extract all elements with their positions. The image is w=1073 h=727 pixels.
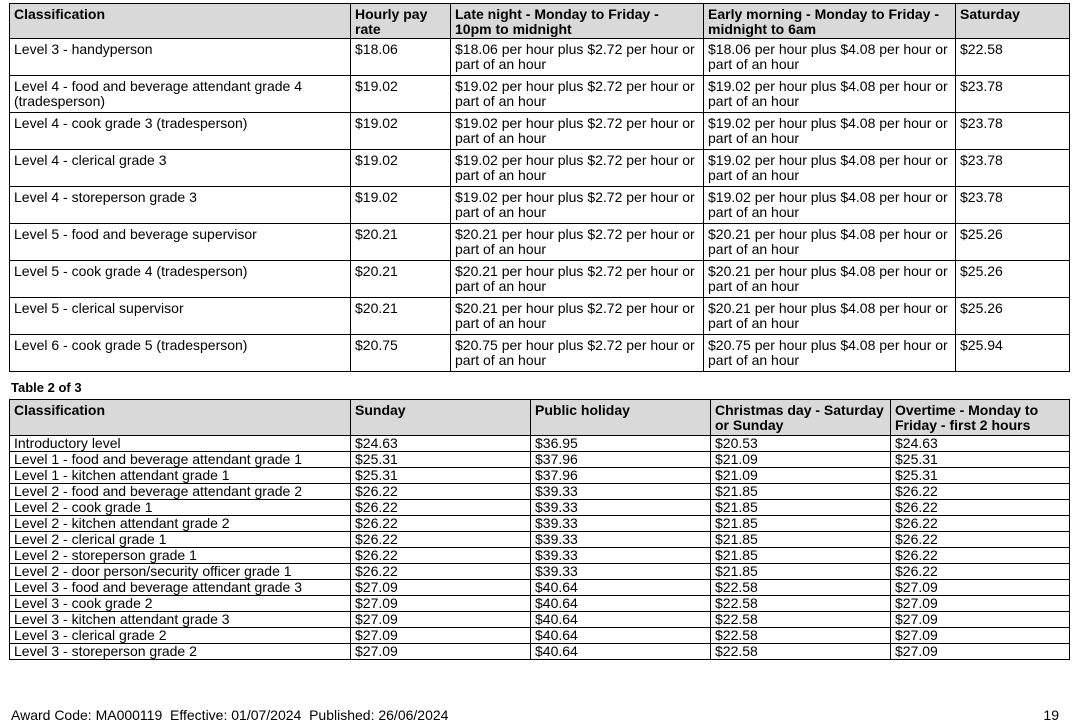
table-cell: $20.21 per hour plus $2.72 per hour or part of an hour	[451, 224, 704, 261]
page-number: 19	[1043, 707, 1059, 723]
table-cell: $23.78	[956, 76, 1070, 113]
table-cell: $19.02 per hour plus $2.72 per hour or part of an hour	[451, 113, 704, 150]
table-cell: Level 3 - kitchen attendant grade 3	[10, 612, 351, 628]
column-header: Hourly pay rate	[351, 4, 451, 39]
table-cell: Level 1 - food and beverage attendant grade 1	[10, 452, 351, 468]
table-cell: $39.33	[531, 484, 711, 500]
table-cell: Level 2 - door person/security officer grade 1	[10, 564, 351, 580]
table-cell: $23.78	[956, 113, 1070, 150]
table-cell: $39.33	[531, 532, 711, 548]
table-cell: $25.31	[891, 468, 1070, 484]
table-cell: Level 5 - cook grade 4 (tradesperson)	[10, 261, 351, 298]
table-cell: $21.09	[711, 468, 891, 484]
table-cell: $22.58	[711, 644, 891, 660]
table-cell: $20.53	[711, 436, 891, 452]
table-cell: $26.22	[351, 484, 531, 500]
table-cell: Level 2 - cook grade 1	[10, 500, 351, 516]
table-cell: $21.85	[711, 484, 891, 500]
rates-table-1	[9, 3, 1070, 372]
table-row	[10, 261, 1070, 298]
table-cell: $26.22	[891, 484, 1070, 500]
table-cell: $26.22	[891, 532, 1070, 548]
table-row	[10, 548, 1070, 564]
table-cell: Level 4 - clerical grade 3	[10, 150, 351, 187]
table-cell: Level 2 - storeperson grade 1	[10, 548, 351, 564]
table-cell: $27.09	[351, 596, 531, 612]
table-row	[10, 335, 1070, 372]
table-cell: $21.85	[711, 500, 891, 516]
table-cell: $20.75	[351, 335, 451, 372]
table-cell: $39.33	[531, 564, 711, 580]
table-row	[10, 564, 1070, 580]
table-cell: Level 3 - handyperson	[10, 39, 351, 76]
table-cell: $20.21 per hour plus $2.72 per hour or part of an hour	[451, 261, 704, 298]
table-cell: $19.02	[351, 187, 451, 224]
table-cell: $40.64	[531, 628, 711, 644]
column-header: Christmas day - Saturday or Sunday	[711, 400, 891, 436]
footer-award-info: Award Code: MA000119 Effective: 01/07/2024 Published: 26/06/2024	[11, 707, 449, 723]
table-cell: $24.63	[891, 436, 1070, 452]
table-cell: $26.22	[351, 500, 531, 516]
table-row	[10, 468, 1070, 484]
table-header-row	[10, 400, 1070, 436]
table-cell: $21.85	[711, 516, 891, 532]
table-cell: $26.22	[351, 532, 531, 548]
table-cell: $39.33	[531, 548, 711, 564]
table-header-row	[10, 4, 1070, 39]
table-cell: $37.96	[531, 468, 711, 484]
table-cell: $18.06 per hour plus $4.08 per hour or part of an hour	[704, 39, 956, 76]
column-header: Sunday	[351, 400, 531, 436]
table-cell: $20.21 per hour plus $2.72 per hour or part of an hour	[451, 298, 704, 335]
table-cell: $19.02 per hour plus $2.72 per hour or part of an hour	[451, 76, 704, 113]
table-cell: $40.64	[531, 612, 711, 628]
table-cell: $40.64	[531, 580, 711, 596]
table-cell: $19.02 per hour plus $2.72 per hour or part of an hour	[451, 187, 704, 224]
table-cell: $19.02 per hour plus $2.72 per hour or part of an hour	[451, 150, 704, 187]
table-cell: $25.31	[351, 452, 531, 468]
table-cell: $37.96	[531, 452, 711, 468]
table-cell: $25.94	[956, 335, 1070, 372]
table-cell: $20.21	[351, 261, 451, 298]
table-cell: $25.31	[351, 468, 531, 484]
table-cell: $40.64	[531, 644, 711, 660]
table-cell: $27.09	[891, 580, 1070, 596]
table-row	[10, 113, 1070, 150]
table-cell: $20.75 per hour plus $4.08 per hour or part of an hour	[704, 335, 956, 372]
table-cell: $19.02	[351, 113, 451, 150]
table-cell: $22.58	[956, 39, 1070, 76]
table-title: Table 2 of 3	[11, 380, 82, 395]
table-cell: $19.02 per hour plus $4.08 per hour or part of an hour	[704, 76, 956, 113]
table-cell: $39.33	[531, 500, 711, 516]
table-cell: $27.09	[351, 628, 531, 644]
table-cell: $26.22	[891, 564, 1070, 580]
rates-table-2	[9, 399, 1070, 660]
table-cell: Level 3 - food and beverage attendant grade 3	[10, 580, 351, 596]
table-row	[10, 532, 1070, 548]
table-cell: $19.02	[351, 76, 451, 113]
column-header: Early morning - Monday to Friday - midnight to 6am	[704, 4, 956, 39]
column-header: Saturday	[956, 4, 1070, 39]
table-cell: $21.85	[711, 532, 891, 548]
table-row	[10, 612, 1070, 628]
table-cell: $22.58	[711, 580, 891, 596]
table-row	[10, 500, 1070, 516]
table-cell: $25.26	[956, 261, 1070, 298]
table-row	[10, 452, 1070, 468]
table-cell: Level 6 - cook grade 5 (tradesperson)	[10, 335, 351, 372]
table-row	[10, 484, 1070, 500]
table-cell: $18.06 per hour plus $2.72 per hour or part of an hour	[451, 39, 704, 76]
table-cell: Level 2 - food and beverage attendant grade 2	[10, 484, 351, 500]
table-cell: $27.09	[891, 628, 1070, 644]
table-cell: $20.21 per hour plus $4.08 per hour or part of an hour	[704, 224, 956, 261]
table-row	[10, 596, 1070, 612]
table-cell: $26.22	[891, 548, 1070, 564]
table-cell: $40.64	[531, 596, 711, 612]
table-cell: Level 3 - storeperson grade 2	[10, 644, 351, 660]
table-cell: $18.06	[351, 39, 451, 76]
column-header: Public holiday	[531, 400, 711, 436]
table-cell: Level 4 - food and beverage attendant grade 4 (tradesperson)	[10, 76, 351, 113]
table-cell: $26.22	[891, 516, 1070, 532]
table-cell: $26.22	[351, 564, 531, 580]
table-cell: $24.63	[351, 436, 531, 452]
table-cell: Level 4 - cook grade 3 (tradesperson)	[10, 113, 351, 150]
table-cell: Introductory level	[10, 436, 351, 452]
table-cell: $27.09	[351, 580, 531, 596]
table-cell: $21.09	[711, 452, 891, 468]
table-row	[10, 436, 1070, 452]
table-row	[10, 150, 1070, 187]
table-cell: $20.21 per hour plus $4.08 per hour or part of an hour	[704, 261, 956, 298]
table-cell: Level 3 - cook grade 2	[10, 596, 351, 612]
table-cell: $27.09	[891, 612, 1070, 628]
table-row	[10, 39, 1070, 76]
table-cell: $26.22	[891, 500, 1070, 516]
table-cell: Level 2 - kitchen attendant grade 2	[10, 516, 351, 532]
table-cell: $26.22	[351, 516, 531, 532]
table-cell: Level 1 - kitchen attendant grade 1	[10, 468, 351, 484]
table-row	[10, 76, 1070, 113]
table-cell: $20.21	[351, 224, 451, 261]
table-cell: Level 3 - clerical grade 2	[10, 628, 351, 644]
table-cell: $27.09	[351, 612, 531, 628]
table-cell: $20.21	[351, 298, 451, 335]
table-cell: Level 5 - food and beverage supervisor	[10, 224, 351, 261]
table-cell: $39.33	[531, 516, 711, 532]
table-row	[10, 628, 1070, 644]
table-cell: Level 4 - storeperson grade 3	[10, 187, 351, 224]
table-cell: $23.78	[956, 150, 1070, 187]
table-cell: $21.85	[711, 564, 891, 580]
column-header: Overtime - Monday to Friday - first 2 hours	[891, 400, 1070, 436]
table-cell: $27.09	[891, 596, 1070, 612]
column-header: Classification	[10, 400, 351, 436]
table-cell: $19.02 per hour plus $4.08 per hour or part of an hour	[704, 150, 956, 187]
table-row	[10, 187, 1070, 224]
table-cell: $20.75 per hour plus $2.72 per hour or part of an hour	[451, 335, 704, 372]
table-cell: $22.58	[711, 628, 891, 644]
table-cell: $36.95	[531, 436, 711, 452]
table-cell: $22.58	[711, 596, 891, 612]
table-row	[10, 580, 1070, 596]
table-cell: $19.02 per hour plus $4.08 per hour or part of an hour	[704, 187, 956, 224]
table-row	[10, 224, 1070, 261]
table-cell: Level 2 - clerical grade 1	[10, 532, 351, 548]
table-cell: $26.22	[351, 548, 531, 564]
table-cell: $25.26	[956, 298, 1070, 335]
table-cell: $27.09	[351, 644, 531, 660]
table-cell: $27.09	[891, 644, 1070, 660]
table-cell: $23.78	[956, 187, 1070, 224]
table-cell: $19.02	[351, 150, 451, 187]
table-cell: $20.21 per hour plus $4.08 per hour or part of an hour	[704, 298, 956, 335]
table-cell: $21.85	[711, 548, 891, 564]
table-cell: Level 5 - clerical supervisor	[10, 298, 351, 335]
table-cell: $19.02 per hour plus $4.08 per hour or part of an hour	[704, 113, 956, 150]
table-row	[10, 644, 1070, 660]
column-header: Late night - Monday to Friday - 10pm to midnight	[451, 4, 704, 39]
table-row	[10, 298, 1070, 335]
table-cell: $25.31	[891, 452, 1070, 468]
table-row	[10, 516, 1070, 532]
table-cell: $22.58	[711, 612, 891, 628]
column-header: Classification	[10, 4, 351, 39]
table-cell: $25.26	[956, 224, 1070, 261]
